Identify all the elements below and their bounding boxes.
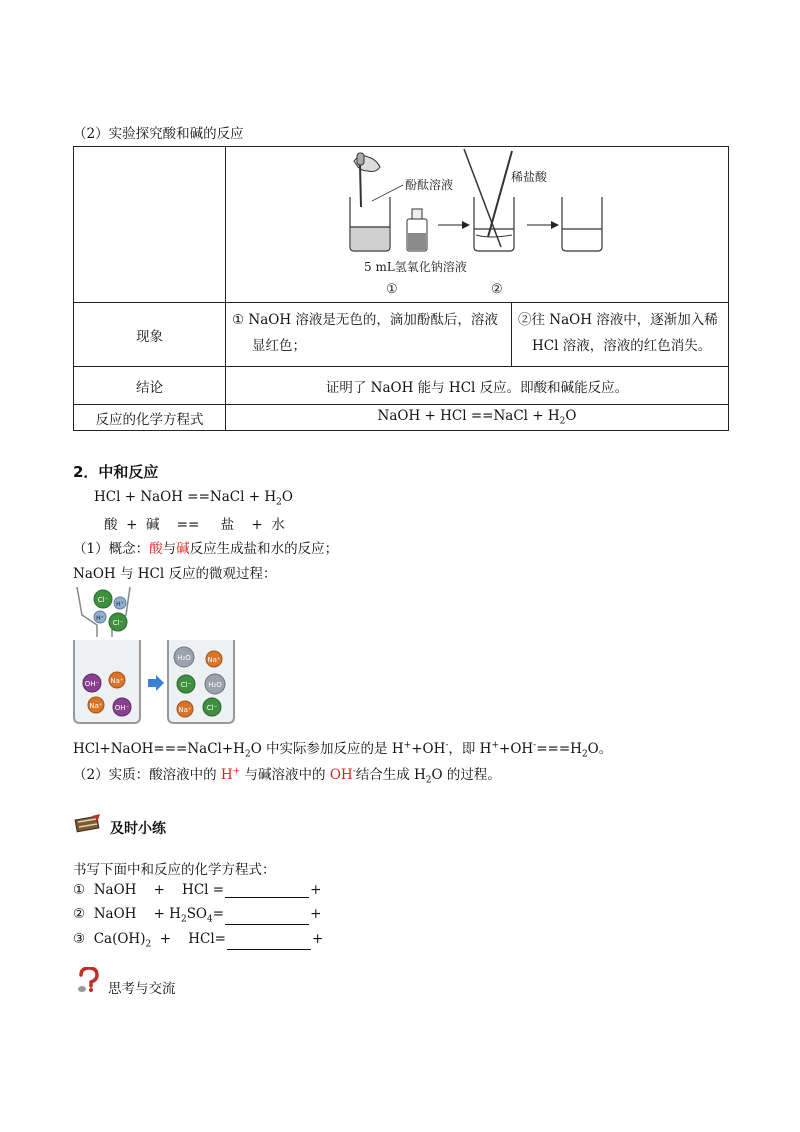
concept-line: （1）概念：酸与碱反应生成盐和水的反应； (73, 541, 339, 557)
phenomenon-1-line1: ① NaOH 溶液是无色的，滴加酚酞后，溶液 (232, 312, 498, 328)
svg-text:Na⁺: Na⁺ (110, 677, 124, 685)
equation-value: NaOH + HCl ==NaCl + $H_2O$ (226, 405, 729, 431)
section-intro: （2）实验探究酸和碱的反应 (73, 126, 244, 142)
micro-title: NaOH 与 HCl 反应的微观过程： (73, 566, 277, 582)
step2-label: ② (491, 282, 503, 297)
phenomenon-1-line2: 显红色； (252, 338, 306, 354)
practice-q3: ③ $Ca(OH)_2$ + HCl= + (73, 931, 324, 950)
label-base: 5 mL氢氧化钠溶液 (364, 260, 467, 274)
svg-text:Cl⁻: Cl⁻ (112, 619, 124, 627)
equation-header: 反应的化学方程式 (74, 405, 226, 431)
conclusion-value: 证明了 NaOH 能与 HCl 反应。即酸和碱能反应。 (226, 367, 729, 405)
svg-text:H₂O: H₂O (177, 654, 191, 662)
beaker-1 (350, 197, 390, 251)
q1-blank[interactable] (225, 883, 309, 898)
experiment-figure (226, 147, 728, 301)
experiment-table (73, 146, 729, 431)
svg-text:Cl⁻: Cl⁻ (97, 596, 109, 604)
phenomenon-header: 现象 (74, 303, 226, 367)
beaker-3 (562, 197, 602, 251)
svg-text:H⁺: H⁺ (116, 601, 124, 608)
section2-title: 2．中和反应 (73, 463, 159, 481)
phenomenon-2-line2: HCl 溶液，溶液的红色消失。 (532, 338, 712, 354)
indicator-bottle (407, 209, 427, 251)
svg-text:OH⁻: OH⁻ (84, 680, 100, 688)
phenomenon-cell-1 (226, 303, 512, 367)
svg-text:H₂O: H₂O (208, 681, 222, 689)
neutralization-equation: HCl + NaOH ==NaCl + $H_2O$ (94, 489, 293, 508)
svg-text:H⁺: H⁺ (96, 615, 104, 622)
practice-q1: ① NaOH + HCl = + (73, 882, 322, 898)
svg-text:Na⁺: Na⁺ (89, 702, 103, 710)
question-mark-icon (76, 967, 100, 993)
svg-text:OH⁻: OH⁻ (114, 704, 130, 712)
table-empty-cell (74, 147, 226, 303)
word-equation: 酸 + 碱 == 盐 + 水 (104, 517, 285, 533)
practice-q2: ② NaOH + $H_2SO_4=$ + (73, 906, 322, 925)
step1-label: ① (386, 282, 398, 297)
practice-instruction: 书写下面中和反应的化学方程式： (73, 862, 276, 878)
experiment-figure-cell (226, 147, 729, 303)
svg-text:Cl⁻: Cl⁻ (180, 681, 192, 689)
label-acid: 稀盐酸 (511, 170, 548, 184)
phenomenon-2-line1: ②往 NaOH 溶液中，逐渐加入稀 (518, 312, 718, 328)
svg-text:Na⁺: Na⁺ (178, 706, 192, 714)
essence-line: （2）实质：酸溶液中的 H+ 与碱溶液中的 OH-结合生成 $H_2O$ 的过程。 (73, 766, 501, 786)
funnel-ions (94, 590, 127, 631)
practice-title: 及时小练 (110, 821, 166, 837)
micro-process-diagram (72, 585, 240, 725)
beaker-2 (464, 149, 514, 251)
svg-text:Cl⁻: Cl⁻ (206, 704, 218, 712)
conclusion-header: 结论 (74, 367, 226, 405)
svg-text:Na⁺: Na⁺ (207, 656, 221, 664)
q3-blank[interactable] (227, 935, 311, 950)
practice-pencil-icon (74, 814, 102, 834)
q2-blank[interactable] (225, 910, 309, 925)
reaction-arrow-icon (148, 675, 164, 691)
actual-reaction-line: $HCl+NaOH===NaCl+H_2O$ 中实际参加反应的是 H++OH-，即 $H^++OH^-===H_2O$。 (73, 740, 613, 760)
think-title: 思考与交流 (108, 981, 176, 997)
phenomenon-cell-2 (512, 303, 729, 367)
label-indicator: 酚酞溶液 (405, 178, 454, 192)
